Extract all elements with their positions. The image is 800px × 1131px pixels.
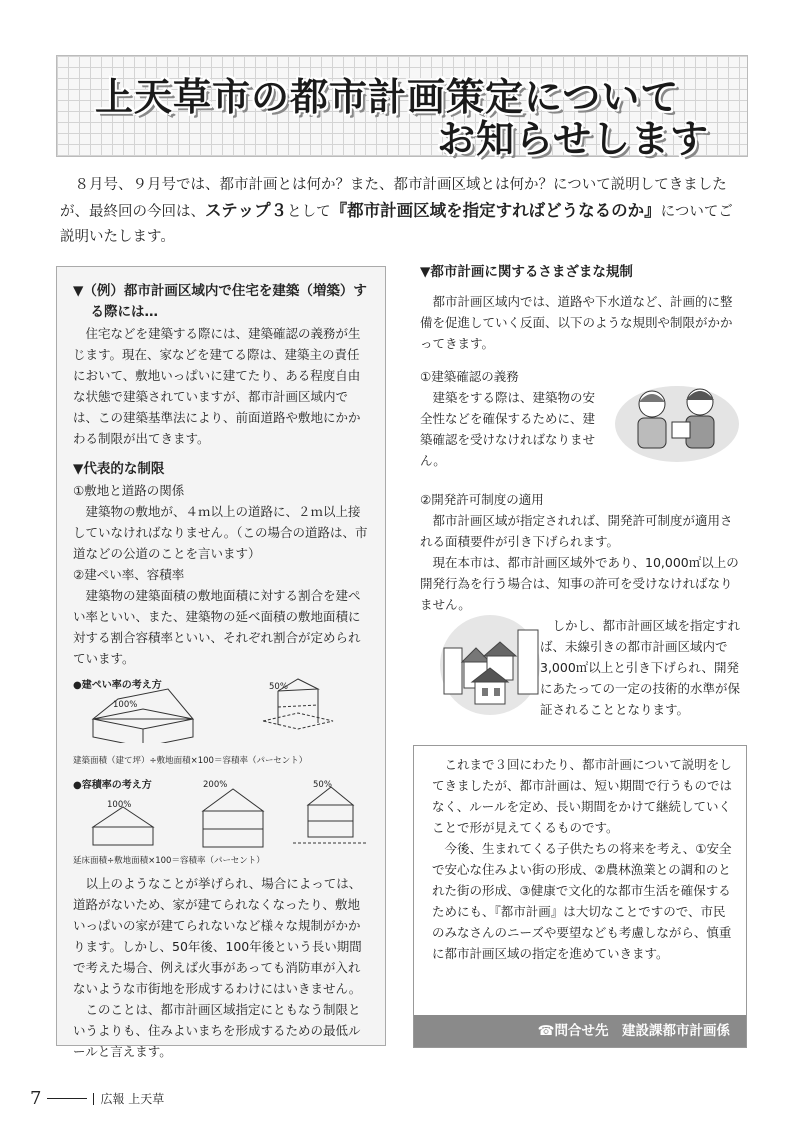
contact-bar: ☎問合せ先 建設課都市計画係 <box>414 1015 746 1047</box>
intro-step: ステップ３ <box>205 201 288 220</box>
section2-title: ②開発許可制度の適用 <box>420 492 544 507</box>
intro-text-1: ８月号、９月号では、都市計画とは何か？また、都市計画区域とは何か？について説明してきましたが、最終回の今回は、 <box>60 177 727 220</box>
page-number: 7 <box>30 1088 42 1109</box>
intro-paragraph <box>60 173 740 250</box>
item2-body: 建築物の建築面積の敷地面積に対する割合を建ぺい率といい、また、建築物の延べ面積の敷地面積に対する割合容積率といい、それぞれ割合が定められています。 <box>73 588 361 666</box>
section2-body-1: 都市計画区域が指定されれば、開発許可制度が適用される面積要件が引き下げられます。 <box>420 513 733 549</box>
page-footer <box>30 1088 164 1109</box>
fig1-pct-a: 100% <box>113 700 138 710</box>
fig1-label: ●建ぺい率の考え方 <box>73 680 162 691</box>
closing-paragraph-2: 今後、生まれてくる子供たちの将来を考え、①安全で安心な住みよい街の形成、②農林漁業との調和のとれた街の形成、③健康で文化的な都市生活を確保するためにも、『都市計画』は大切なことですので、市民のみなさんのニーズや要望なども考慮しながら、慎重に都市計画区域の指定を進めていきます。 <box>432 841 732 961</box>
page-title-line2: お知らせします <box>437 117 709 161</box>
fig2-pct-b: 200% <box>203 780 228 790</box>
footer-bar <box>93 1093 94 1105</box>
house-diagram-2 <box>73 771 373 851</box>
section1-body: 建築をする際は、建築物の安全性などを確保するために、建築確認を受けなければなりません。 <box>420 390 596 468</box>
fig1-pct-b: 50% <box>269 682 288 692</box>
summary-paragraph-1: 以上のようなことが挙げられ、場合によっては、道路がないため、家が建てられなくなったり、敷地いっぱいの家が建てられないなど様々な規制がかかります。しかし、50年後、100年後という長い期間で考えた場合、例えば火事があっても消防車が入れないような市街地を形成するわけにはいきません。 <box>73 876 362 996</box>
section1-title: ①建築確認の義務 <box>420 369 519 384</box>
section2-body-3: しかし、都市計画区域を指定すれば、未線引きの都市計画区域内で3,000㎡以上と引き下げられ、開発にあたっての一定の技術的水準が保証されることとなります。 <box>540 618 741 717</box>
page-title-line1: 上天草市の都市計画策定について <box>95 75 680 119</box>
restrict-heading: ▼代表的な制限 <box>73 461 165 477</box>
fig2-pct-c: 50% <box>313 780 332 790</box>
closing-paragraph-1: これまで３回にわたり、都市計画について説明をしてきましたが、都市計画は、短い期間で行うものではなく、ルールを定め、長い期間をかけて継続していくことで形が見えてくるものです。 <box>432 757 733 835</box>
example-body: 住宅などを建築する際には、建築確認の義務が生じます。現在、家などを建てる際は、建築主の責任において、敷地いっぱいに建てたり、ある程度自由な状態で建築されていますが、都市計画区域内では、この建築基準法により、前面道路や敷地にかかわる制限が出てきます。 <box>73 326 361 446</box>
summary-paragraph-2: このことは、都市計画区域指定にともなう制限というよりも、住みよいまちを形成するための最低ルールと言えます。 <box>73 1002 361 1059</box>
regulations-intro: 都市計画区域内では、道路や下水道など、計画的に整備を促進していく反面、以下のような規則や制限がかかってきます。 <box>420 294 733 351</box>
fig2-formula: 延床面積÷敷地面積×100＝容積率（パーセント） <box>73 856 265 866</box>
intro-highlight: 『都市計画区域を指定すればどうなるのか』 <box>330 201 661 220</box>
intro-text-3: についてご説明いたします。 <box>60 204 733 245</box>
fig2-label: ●容積率の考え方 <box>73 780 152 791</box>
item2-title: ②建ぺい率、容積率 <box>73 567 185 582</box>
floor-area-ratio-figure <box>73 771 371 853</box>
section2-body-2: 現在本市は、都市計画区域外であり、10,000㎡以上の開発行為を行う場合は、知事の許可を受けなければなりません。 <box>420 555 739 612</box>
footer-rule <box>47 1098 87 1099</box>
regulations-heading: ▼都市計画に関するさまざまな規制 <box>420 264 633 280</box>
coverage-ratio-figure <box>73 671 371 753</box>
workers-illustration <box>612 372 742 464</box>
publication-name: 広報 上天草 <box>100 1092 165 1106</box>
house-diagram-1 <box>73 671 373 743</box>
fig1-formula: 建築面積（建て坪）÷敷地面積×100＝容積率（パーセント） <box>73 756 308 766</box>
example-box <box>56 266 386 1059</box>
town-illustration <box>432 610 547 715</box>
fig2-pct-a: 100% <box>107 800 132 810</box>
title-banner <box>56 55 748 161</box>
closing-box <box>413 745 747 1048</box>
example-heading: ▼（例）都市計画区域内で住宅を建築（増築）する際には… <box>73 283 367 320</box>
item1-body: 建築物の敷地が、４ｍ以上の道路に、２ｍ以上接していなければなりません。（この場合の道路は、市道などの公道のことを言います） <box>73 504 368 561</box>
item1-title: ①敷地と道路の関係 <box>73 483 185 498</box>
intro-text-2: として <box>287 204 331 220</box>
